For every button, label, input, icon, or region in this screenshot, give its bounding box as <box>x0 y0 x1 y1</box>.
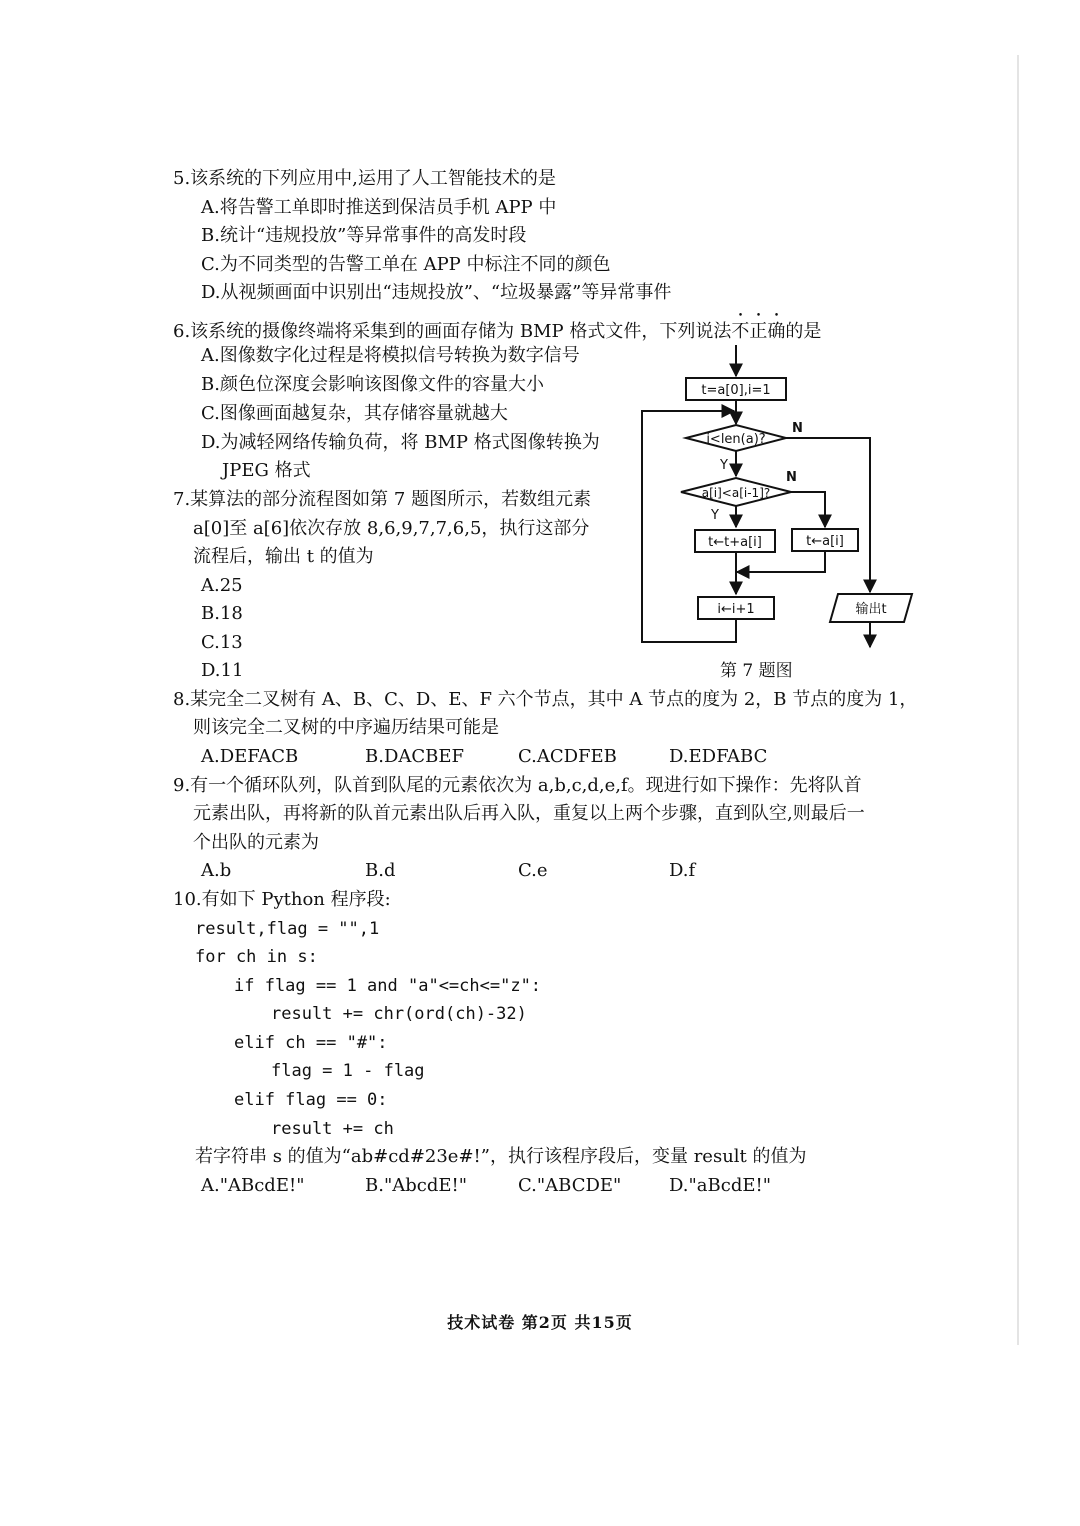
q7-option-d: D.11 <box>201 660 244 681</box>
flow-cond2-yes-label: Y <box>711 508 719 523</box>
q10-option-a: A."ABcdE!" <box>201 1175 305 1196</box>
code-line: for ch in s: <box>195 947 318 967</box>
q9-stem-2: 元素出队，再将新的队首元素出队后再入队，重复以上两个步骤，直到队空,则最后一 <box>193 803 865 824</box>
flow-cond1-yes-label: Y <box>720 458 728 473</box>
code-line: result += ch <box>271 1119 394 1139</box>
q9-stem-1: 9.有一个循环队列，队首到队尾的元素依次为 a,b,c,d,e,f。现进行如下操作：先将队首 <box>173 775 862 796</box>
flow-output-label: 输出t <box>855 602 887 617</box>
q10-option-b: B."AbcdE!" <box>365 1175 468 1196</box>
q6-option-b: B.颜色位深度会影响该图像文件的容量大小 <box>201 374 544 395</box>
q8-option-a: A.DEFACB <box>201 746 299 767</box>
q6-option-d-cont: JPEG 格式 <box>222 460 311 481</box>
flow-init-label: t=a[0],i=1 <box>701 383 771 398</box>
q5-stem: 5.该系统的下列应用中,运用了人工智能技术的是 <box>173 168 556 189</box>
q6-stem <box>173 311 821 343</box>
figure-caption: 第 7 题图 <box>720 661 793 681</box>
page-footer: 技术试卷 第2页 共15页 <box>447 1313 633 1332</box>
q5-option-d: D.从视频画面中识别出“违规投放”、“垃圾暴露”等异常事件 <box>201 282 672 303</box>
q9-option-c: C.e <box>518 860 548 881</box>
page-edge <box>1017 55 1019 1345</box>
q9-stem-3: 个出队的元素为 <box>193 832 319 853</box>
code-line: flag = 1 - flag <box>271 1061 425 1081</box>
q8-stem-1: 8.某完全二叉树有 A、B、C、D、E、F 六个节点，其中 A 节点的度为 2，B 节点的度为 1， <box>173 689 918 710</box>
q10-stem: 10.有如下 Python 程序段: <box>173 889 391 910</box>
q6-stem-pre: 6.该系统的摄像终端将采集到的画面存储为 BMP 格式文件，下列说法 <box>173 321 732 342</box>
q6-option-d: D.为减轻网络传输负荷，将 BMP 格式图像转换为 <box>201 432 600 453</box>
q9-option-b: B.d <box>365 860 396 881</box>
flow-op-add-label: t←t+a[i] <box>708 535 762 550</box>
flow-cond1-label: i<len(a)? <box>706 432 766 447</box>
flow-cond2-no-label: N <box>786 470 797 485</box>
q8-option-b: B.DACBEF <box>365 746 465 767</box>
q6-option-a: A.图像数字化过程是将模拟信号转换为数字信号 <box>201 345 580 366</box>
q7-option-c: C.13 <box>201 632 243 653</box>
q8-option-d: D.EDFABC <box>669 746 768 767</box>
q5-option-b: B.统计“违规投放”等异常事件的高发时段 <box>201 225 527 246</box>
q7-option-a: A.25 <box>201 575 243 596</box>
flowchart <box>620 340 930 650</box>
flow-cond2-label: a[i]<a[i-1]? <box>701 486 771 500</box>
q10-question: 若字符串 s 的值为“ab#cd#23e#!”，执行该程序段后，变量 result 的值为 <box>195 1146 807 1167</box>
q7-stem-1: 7.某算法的部分流程图如第 7 题图所示，若数组元素 <box>173 489 592 510</box>
q7-stem-2: a[0]至 a[6]依次存放 8,6,9,7,7,6,5，执行这部分 <box>193 518 590 539</box>
q6-option-c: C.图像画面越复杂，其存储容量就越大 <box>201 403 508 424</box>
q9-option-d: D.f <box>669 860 696 881</box>
flow-arrow-cond2-no <box>791 492 825 527</box>
q7-stem-3: 流程后，输出 t 的值为 <box>193 546 374 567</box>
q10-option-c: C."ABCDE" <box>518 1175 622 1196</box>
code-line: elif flag == 0: <box>234 1090 388 1110</box>
q6-stem-emphasis: 不正确 <box>731 321 786 342</box>
q8-stem-2: 则该完全二叉树的中序遍历结果可能是 <box>193 717 499 738</box>
q7-option-b: B.18 <box>201 603 243 624</box>
q9-option-a: A.b <box>201 860 232 881</box>
code-line: result += chr(ord(ch)-32) <box>271 1004 527 1024</box>
flow-arrow-set-merge <box>737 551 825 572</box>
code-line: result,flag = "",1 <box>195 919 380 939</box>
q10-option-d: D."aBcdE!" <box>669 1175 772 1196</box>
flow-cond1-no-label: N <box>792 421 803 436</box>
q8-option-c: C.ACDFEB <box>518 746 617 767</box>
flow-op-set-label: t←a[i] <box>806 534 844 549</box>
flow-op-inc-label: i←i+1 <box>717 602 755 617</box>
q6-stem-post: 的是 <box>785 321 822 342</box>
q5-option-c: C.为不同类型的告警工单在 APP 中标注不同的颜色 <box>201 254 611 275</box>
code-line: elif ch == "#": <box>234 1033 388 1053</box>
flow-arrow-cond1-no <box>786 438 870 592</box>
q5-option-a: A.将告警工单即时推送到保洁员手机 APP 中 <box>201 197 557 218</box>
code-line: if flag == 1 and "a"<=ch<="z": <box>234 976 542 996</box>
